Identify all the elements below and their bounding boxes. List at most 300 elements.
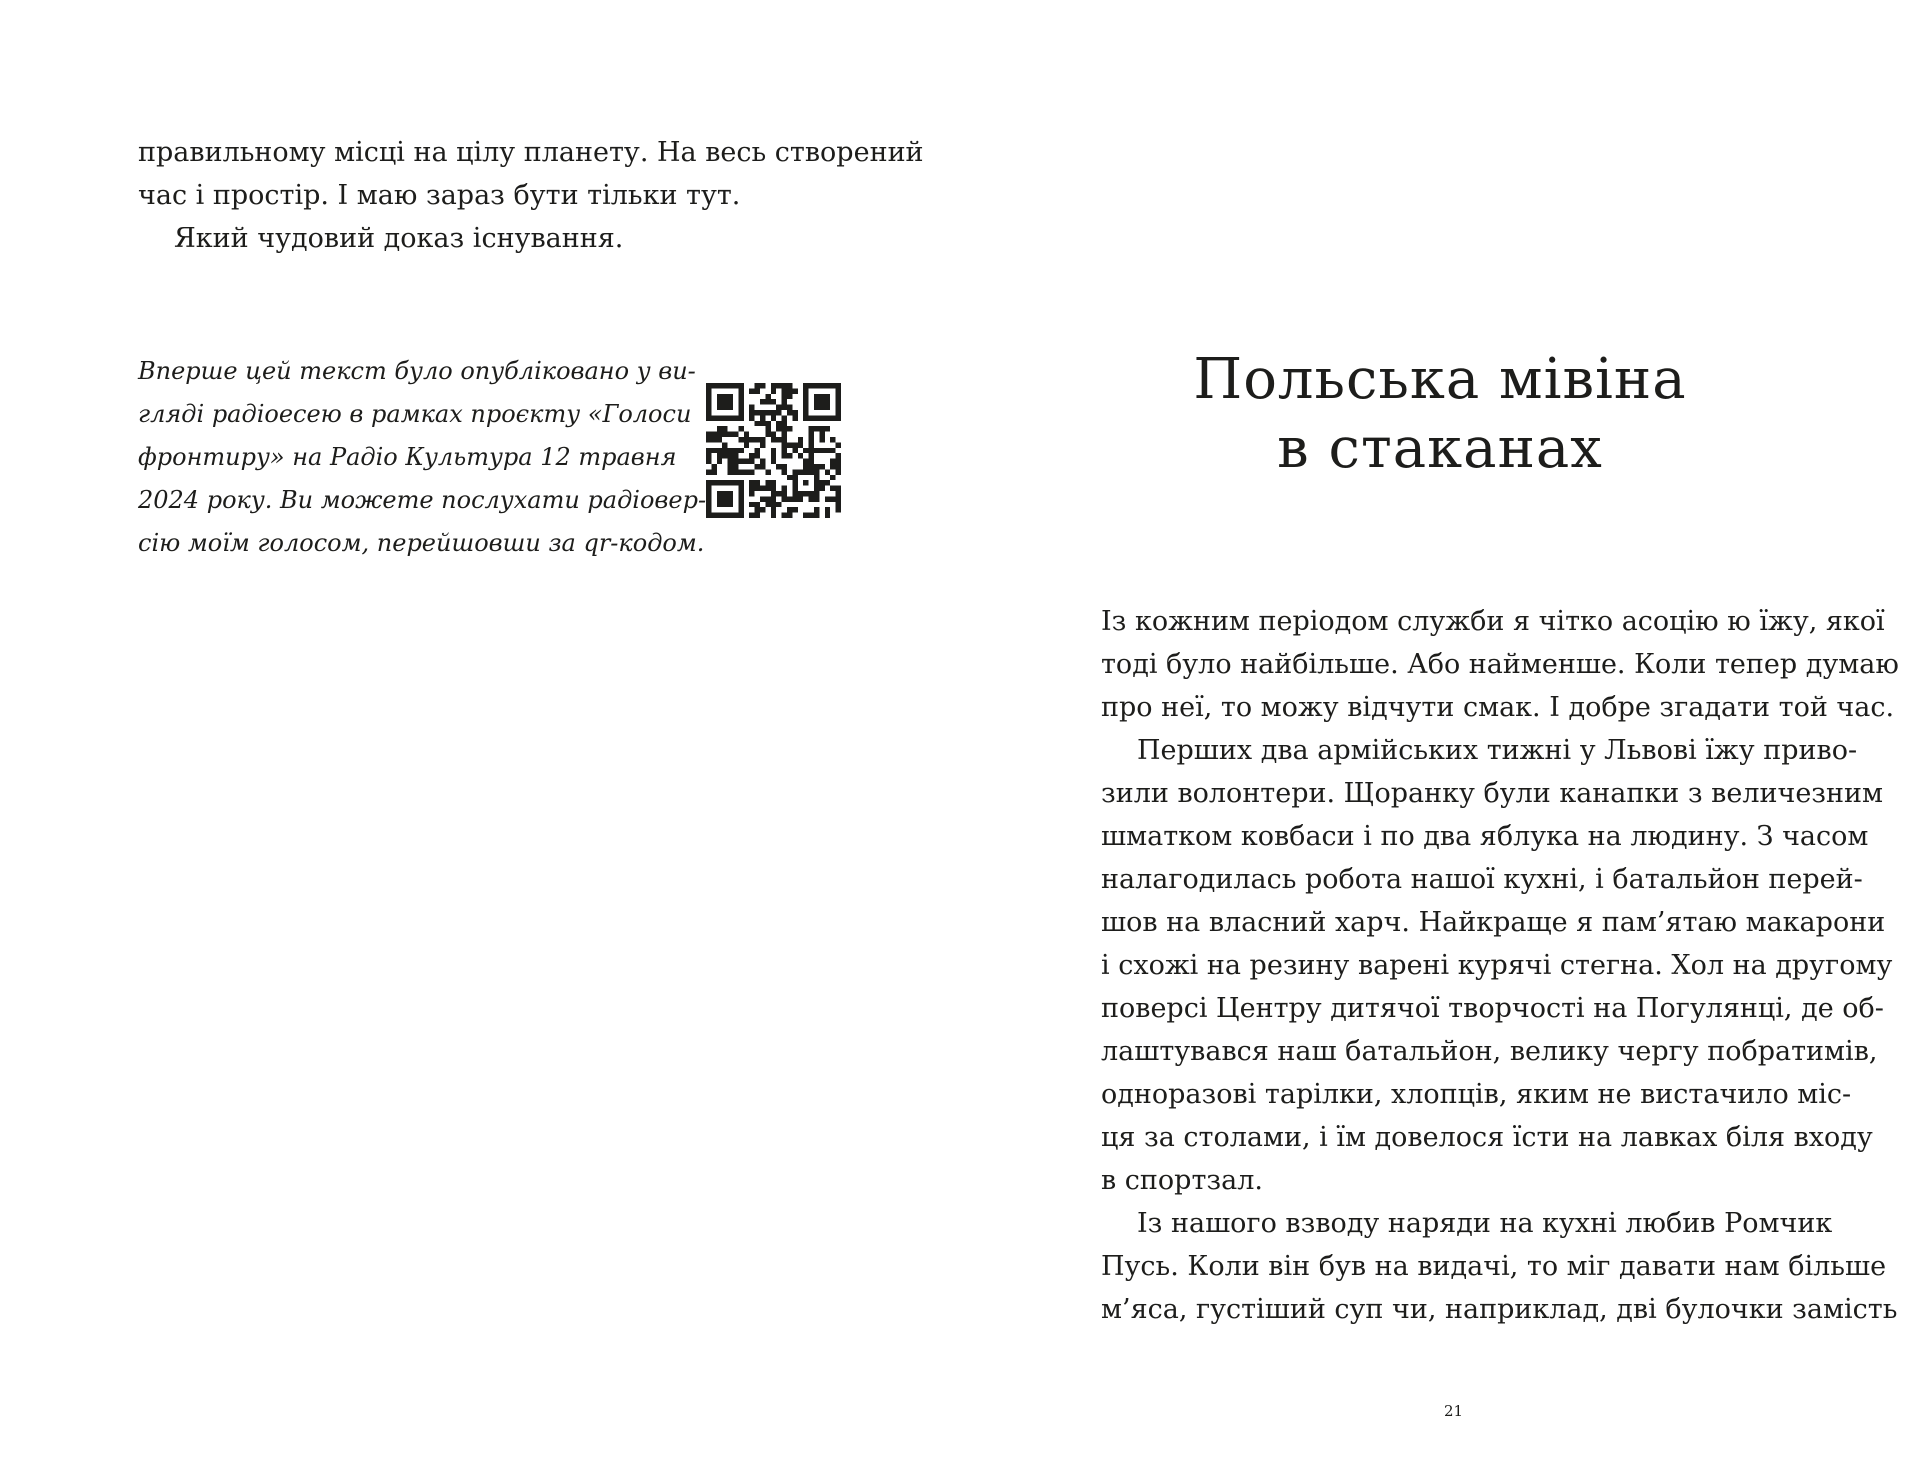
qr-module	[782, 405, 787, 410]
text-line: Який чудовий доказ існування.	[174, 223, 624, 254]
qr-module	[722, 383, 727, 388]
qr-module	[819, 394, 824, 399]
qr-module	[814, 480, 819, 485]
qr-module	[809, 491, 814, 496]
qr-module	[722, 491, 727, 496]
qr-module	[809, 513, 814, 518]
qr-module	[782, 513, 787, 518]
qr-module	[814, 426, 819, 431]
qr-module	[787, 426, 792, 431]
qr-module	[776, 437, 781, 442]
qr-module	[728, 448, 733, 453]
qr-module	[760, 437, 765, 442]
qr-module	[830, 448, 835, 453]
qr-module	[776, 491, 781, 496]
qr-module	[809, 464, 814, 469]
qr-module	[825, 383, 830, 388]
qr-module	[749, 437, 754, 442]
qr-module	[755, 453, 760, 458]
qr-module	[792, 491, 797, 496]
qr-module	[830, 437, 835, 442]
qr-module	[819, 486, 824, 491]
qr-module	[706, 399, 711, 404]
qr-module	[787, 453, 792, 458]
qr-module	[776, 421, 781, 426]
qr-module	[814, 448, 819, 453]
qr-module	[809, 432, 814, 437]
qr-module	[738, 388, 743, 393]
qr-module	[706, 513, 711, 518]
qr-module	[755, 513, 760, 518]
qr-module	[836, 383, 841, 388]
qr-module	[722, 405, 727, 410]
qr-module	[809, 383, 814, 388]
qr-module	[776, 383, 781, 388]
qr-module	[776, 426, 781, 431]
chapter-title-line: в стаканах	[1277, 416, 1603, 481]
qr-code-icon[interactable]	[706, 383, 841, 518]
qr-module	[782, 448, 787, 453]
qr-module	[760, 383, 765, 388]
qr-module	[738, 502, 743, 507]
text-line: і схожі на резину варені курячі стегна. Хол на другому	[1101, 950, 1893, 981]
qr-module	[782, 394, 787, 399]
qr-module	[749, 410, 754, 415]
qr-module	[798, 437, 803, 442]
qr-module	[728, 502, 733, 507]
qr-module	[819, 480, 824, 485]
qr-module	[803, 388, 808, 393]
qr-module	[814, 399, 819, 404]
qr-module	[728, 405, 733, 410]
qr-module	[782, 415, 787, 420]
qr-module	[782, 399, 787, 404]
qr-module	[809, 469, 814, 474]
qr-module	[755, 464, 760, 469]
qr-module	[733, 459, 738, 464]
qr-module	[765, 421, 770, 426]
text-line: одноразові тарілки, хлопців, яким не вистачило міс-	[1101, 1079, 1852, 1110]
qr-module	[836, 415, 841, 420]
qr-module	[744, 432, 749, 437]
qr-module	[760, 415, 765, 420]
qr-module	[798, 453, 803, 458]
qr-module	[749, 453, 754, 458]
qr-module	[771, 448, 776, 453]
qr-module	[782, 469, 787, 474]
qr-module	[792, 486, 797, 491]
qr-module	[733, 464, 738, 469]
qr-module	[771, 383, 776, 388]
qr-module	[819, 383, 824, 388]
qr-module	[819, 448, 824, 453]
qr-module	[706, 388, 711, 393]
qr-module	[782, 383, 787, 388]
note-line: фронтиру» на Радіо Культура 12 травня	[138, 443, 677, 471]
qr-module	[825, 507, 830, 512]
qr-module	[803, 399, 808, 404]
qr-module	[755, 421, 760, 426]
qr-module	[782, 432, 787, 437]
qr-module	[809, 459, 814, 464]
qr-module	[717, 480, 722, 485]
qr-module	[771, 388, 776, 393]
qr-module	[744, 459, 749, 464]
qr-module	[744, 437, 749, 442]
qr-module	[706, 491, 711, 496]
qr-module	[749, 486, 754, 491]
qr-module	[733, 383, 738, 388]
qr-module	[765, 480, 770, 485]
qr-module	[733, 415, 738, 420]
qr-module	[814, 513, 819, 518]
qr-module	[782, 464, 787, 469]
qr-module	[803, 394, 808, 399]
qr-module	[771, 415, 776, 420]
qr-module	[728, 491, 733, 496]
qr-module	[809, 442, 814, 447]
left-body-text	[138, 131, 924, 260]
qr-module	[803, 448, 808, 453]
text-line: час і простір. І маю зараз бути тільки тут.	[138, 180, 741, 211]
publication-note	[138, 350, 707, 565]
qr-module	[722, 448, 727, 453]
qr-module	[825, 496, 830, 501]
qr-module	[825, 394, 830, 399]
qr-module	[814, 496, 819, 501]
qr-module	[792, 507, 797, 512]
qr-module	[814, 464, 819, 469]
qr-module	[722, 496, 727, 501]
qr-module	[771, 502, 776, 507]
qr-module	[814, 394, 819, 399]
qr-module	[749, 405, 754, 410]
qr-module	[738, 383, 743, 388]
qr-module	[760, 496, 765, 501]
text-line: шматком ковбаси і по два яблука на людину. З часом	[1101, 821, 1869, 852]
qr-module	[825, 405, 830, 410]
qr-module	[803, 383, 808, 388]
qr-module	[825, 469, 830, 474]
qr-module	[722, 426, 727, 431]
qr-module	[755, 388, 760, 393]
qr-module	[706, 496, 711, 501]
qr-module	[755, 437, 760, 442]
qr-module	[771, 437, 776, 442]
qr-module	[771, 496, 776, 501]
qr-module	[803, 491, 808, 496]
qr-module	[803, 480, 808, 485]
qr-module	[792, 496, 797, 501]
qr-module	[706, 432, 711, 437]
qr-module	[749, 491, 754, 496]
qr-module	[814, 486, 819, 491]
qr-module	[722, 480, 727, 485]
qr-module	[836, 453, 841, 458]
qr-module	[738, 415, 743, 420]
qr-module	[792, 415, 797, 420]
qr-module	[760, 464, 765, 469]
qr-module	[830, 415, 835, 420]
qr-module	[771, 410, 776, 415]
qr-module	[809, 453, 814, 458]
qr-module	[782, 491, 787, 496]
right-body-text	[1101, 600, 1899, 1331]
qr-module	[809, 426, 814, 431]
qr-module	[765, 496, 770, 501]
qr-module	[717, 513, 722, 518]
qr-module	[738, 459, 743, 464]
text-line: Із кожним періодом служби я чітко асоцію ю їжу, якої	[1101, 606, 1885, 637]
qr-module	[722, 432, 727, 437]
right-page	[960, 0, 1920, 1477]
qr-module	[749, 469, 754, 474]
text-line: поверсі Центру дитячої творчості на Погулянці, де об-	[1101, 993, 1884, 1024]
qr-module	[836, 459, 841, 464]
qr-module	[706, 448, 711, 453]
qr-module	[722, 442, 727, 447]
qr-module	[717, 502, 722, 507]
qr-module	[836, 486, 841, 491]
qr-module	[771, 513, 776, 518]
qr-module	[830, 459, 835, 464]
qr-module	[738, 496, 743, 501]
qr-module	[711, 437, 716, 442]
qr-module	[706, 453, 711, 458]
qr-module	[792, 469, 797, 474]
qr-module	[728, 453, 733, 458]
qr-module	[782, 437, 787, 442]
qr-module	[825, 513, 830, 518]
qr-module	[749, 415, 754, 420]
qr-module	[776, 410, 781, 415]
qr-module	[717, 459, 722, 464]
qr-module	[819, 426, 824, 431]
text-line: лаштувався наш батальйон, велику чергу побратимів,	[1101, 1036, 1878, 1067]
qr-module	[771, 491, 776, 496]
qr-module	[755, 507, 760, 512]
qr-module	[738, 507, 743, 512]
qr-module	[717, 383, 722, 388]
qr-module	[787, 442, 792, 447]
qr-module	[738, 480, 743, 485]
text-line: налагодилась робота нашої кухні, і батальйон перей-	[1101, 864, 1863, 895]
qr-module	[717, 394, 722, 399]
qr-module	[711, 469, 716, 474]
text-line: Пусь. Коли він був на видачі, то міг давати нам більше	[1101, 1251, 1887, 1282]
qr-module	[738, 513, 743, 518]
note-line: Вперше цей текст було опубліковано у ви-	[138, 357, 696, 385]
qr-module	[819, 464, 824, 469]
qr-module	[798, 491, 803, 496]
qr-module	[717, 432, 722, 437]
qr-module	[765, 469, 770, 474]
qr-module	[755, 480, 760, 485]
qr-module	[733, 453, 738, 458]
qr-module	[792, 480, 797, 485]
text-line: шов на власний харч. Найкраще я пам’ятаю макарони	[1101, 907, 1886, 938]
qr-module	[836, 442, 841, 447]
qr-module	[738, 394, 743, 399]
qr-module	[722, 513, 727, 518]
qr-module	[728, 496, 733, 501]
qr-module	[836, 496, 841, 501]
qr-module	[711, 448, 716, 453]
qr-module	[733, 513, 738, 518]
qr-module	[738, 405, 743, 410]
qr-module	[830, 464, 835, 469]
qr-module	[814, 507, 819, 512]
qr-module	[819, 405, 824, 410]
qr-module	[798, 496, 803, 501]
qr-module	[760, 507, 765, 512]
qr-module	[771, 432, 776, 437]
qr-module	[706, 437, 711, 442]
qr-module	[728, 469, 733, 474]
text-line: тоді було найбільше. Або найменше. Коли тепер думаю	[1101, 649, 1899, 680]
qr-module	[787, 496, 792, 501]
qr-module	[803, 469, 808, 474]
text-line: зили волонтери. Щоранку були канапки з величезним	[1101, 778, 1884, 809]
qr-module	[814, 405, 819, 410]
qr-module	[771, 507, 776, 512]
qr-module	[755, 448, 760, 453]
qr-module	[717, 496, 722, 501]
qr-module	[755, 383, 760, 388]
qr-module	[755, 486, 760, 491]
qr-module	[803, 415, 808, 420]
qr-module	[792, 410, 797, 415]
qr-module	[787, 475, 792, 480]
qr-module	[830, 486, 835, 491]
qr-module	[798, 442, 803, 447]
qr-module	[728, 513, 733, 518]
qr-module	[728, 432, 733, 437]
qr-module	[830, 383, 835, 388]
qr-module	[722, 399, 727, 404]
qr-module	[787, 394, 792, 399]
qr-module	[738, 491, 743, 496]
qr-module	[776, 464, 781, 469]
qr-module	[803, 410, 808, 415]
qr-module	[765, 426, 770, 431]
qr-module	[717, 453, 722, 458]
qr-module	[765, 410, 770, 415]
qr-module	[814, 491, 819, 496]
qr-module	[722, 453, 727, 458]
qr-module	[733, 469, 738, 474]
qr-module	[755, 502, 760, 507]
qr-module	[787, 507, 792, 512]
qr-module	[717, 405, 722, 410]
qr-module	[836, 410, 841, 415]
qr-module	[792, 442, 797, 447]
qr-module	[760, 486, 765, 491]
qr-module	[776, 405, 781, 410]
text-line: про неї, то можу відчути смак. І добре згадати той час.	[1101, 692, 1895, 723]
qr-module	[836, 469, 841, 474]
qr-module	[722, 394, 727, 399]
qr-module	[771, 399, 776, 404]
qr-module	[782, 426, 787, 431]
qr-module	[717, 448, 722, 453]
qr-module	[749, 388, 754, 393]
qr-module	[711, 480, 716, 485]
qr-module	[738, 469, 743, 474]
qr-module	[814, 469, 819, 474]
note-line: сію моїм голосом, перейшовши за qr-кодом.	[138, 529, 705, 557]
qr-module	[782, 442, 787, 447]
qr-module	[771, 480, 776, 485]
qr-module	[706, 469, 711, 474]
qr-module	[760, 410, 765, 415]
qr-module	[760, 459, 765, 464]
qr-module	[771, 459, 776, 464]
qr-module	[706, 507, 711, 512]
qr-module	[706, 415, 711, 420]
qr-module	[749, 502, 754, 507]
qr-module	[728, 415, 733, 420]
qr-module	[728, 464, 733, 469]
qr-module	[711, 432, 716, 437]
qr-module	[809, 415, 814, 420]
qr-module	[814, 383, 819, 388]
qr-module	[728, 480, 733, 485]
qr-module	[819, 432, 824, 437]
qr-module	[722, 415, 727, 420]
qr-module	[728, 459, 733, 464]
qr-module	[765, 394, 770, 399]
qr-module	[825, 480, 830, 485]
text-line: Перших два армійських тижні у Львові їжу приво-	[1137, 735, 1858, 766]
qr-module	[706, 383, 711, 388]
qr-module	[760, 421, 765, 426]
qr-module	[836, 507, 841, 512]
qr-module	[825, 415, 830, 420]
qr-module	[782, 496, 787, 501]
qr-module	[749, 480, 754, 485]
qr-module	[760, 442, 765, 447]
qr-module	[717, 399, 722, 404]
qr-module	[830, 475, 835, 480]
qr-module	[711, 383, 716, 388]
qr-module	[803, 464, 808, 469]
qr-module	[776, 502, 781, 507]
qr-module	[809, 437, 814, 442]
qr-module	[760, 399, 765, 404]
qr-module	[706, 405, 711, 410]
qr-module	[830, 496, 835, 501]
qr-module	[733, 448, 738, 453]
page-number-text: 21	[1444, 1402, 1464, 1420]
qr-module	[711, 513, 716, 518]
qr-module	[706, 394, 711, 399]
qr-module	[803, 513, 808, 518]
qr-module	[728, 394, 733, 399]
text-line: ця за столами, і їм довелося їсти на лавках біля входу	[1101, 1122, 1873, 1153]
qr-module	[803, 459, 808, 464]
qr-module	[782, 388, 787, 393]
qr-module	[744, 442, 749, 447]
qr-module	[711, 464, 716, 469]
text-line: Із нашого взводу наряди на кухні любив Ромчик	[1137, 1208, 1833, 1239]
qr-module	[809, 496, 814, 501]
qr-module	[792, 448, 797, 453]
qr-module	[836, 491, 841, 496]
qr-module	[738, 410, 743, 415]
text-line: м’яса, густіший суп чи, наприклад, дві булочки замість	[1101, 1294, 1898, 1325]
qr-module	[717, 426, 722, 431]
